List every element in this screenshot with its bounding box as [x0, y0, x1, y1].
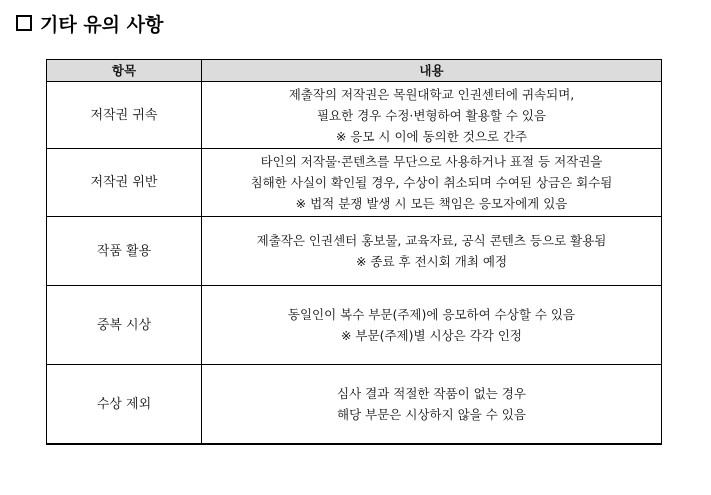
row-content-work-usage [202, 217, 662, 286]
content-line: 제출작의 저작권은 목원대학교 인권센터에 귀속되며, [288, 86, 575, 102]
table-row [47, 286, 662, 365]
header-content: 내용 [202, 60, 662, 82]
content-line: ※ 부문(주제)별 시상은 각각 인정 [340, 328, 523, 343]
table-row [47, 149, 662, 217]
row-content-award-exclusion [202, 365, 662, 445]
content-line: 제출작은 인권센터 홍보물, 교육자료, 공식 콘텐츠 등으로 활용됨 [256, 233, 607, 248]
row-content-copyright-ownership [202, 82, 662, 149]
content-line: ※ 응모 시 이에 동의한 것으로 간주 [335, 128, 528, 144]
table-row [47, 82, 662, 149]
table-row [47, 365, 662, 445]
table-row [47, 217, 662, 286]
table-header-row [47, 60, 662, 82]
header-item: 항목 [47, 60, 202, 82]
content-line: 필요한 경우 수정·변형하여 활용할 수 있음 [316, 107, 547, 123]
row-item-work-usage: 작품 활용 [47, 217, 202, 286]
content-line: 동일인이 복수 부문(주제)에 응모하여 수상할 수 있음 [287, 307, 576, 322]
section-heading [16, 8, 163, 38]
notice-table [46, 59, 662, 445]
section-title: 기타 유의 사항 [40, 13, 164, 36]
content-line: 해당 부문은 시상하지 않을 수 있음 [337, 407, 526, 422]
content-line: 심사 결과 적절한 작품이 없는 경우 [337, 386, 526, 401]
row-content-copyright-violation [202, 149, 662, 217]
content-line: ※ 법적 분쟁 발생 시 모든 책임은 응모자에게 있음 [295, 196, 568, 211]
row-content-duplicate-award [202, 286, 662, 365]
checkbox-square-icon [16, 15, 32, 31]
row-item-copyright-ownership: 저작권 귀속 [47, 82, 202, 149]
row-item-award-exclusion: 수상 제외 [47, 365, 202, 445]
content-line: ※ 종료 후 전시회 개최 예정 [355, 254, 508, 269]
content-line: 타인의 저작물·콘텐츠를 무단으로 사용하거나 표절 등 저작권을 [260, 154, 603, 169]
content-line: 침해한 사실이 확인될 경우, 수상이 취소되며 수여된 상금은 회수됨 [250, 175, 613, 190]
row-item-duplicate-award: 중복 시상 [47, 286, 202, 365]
row-item-copyright-violation: 저작권 위반 [47, 149, 202, 217]
